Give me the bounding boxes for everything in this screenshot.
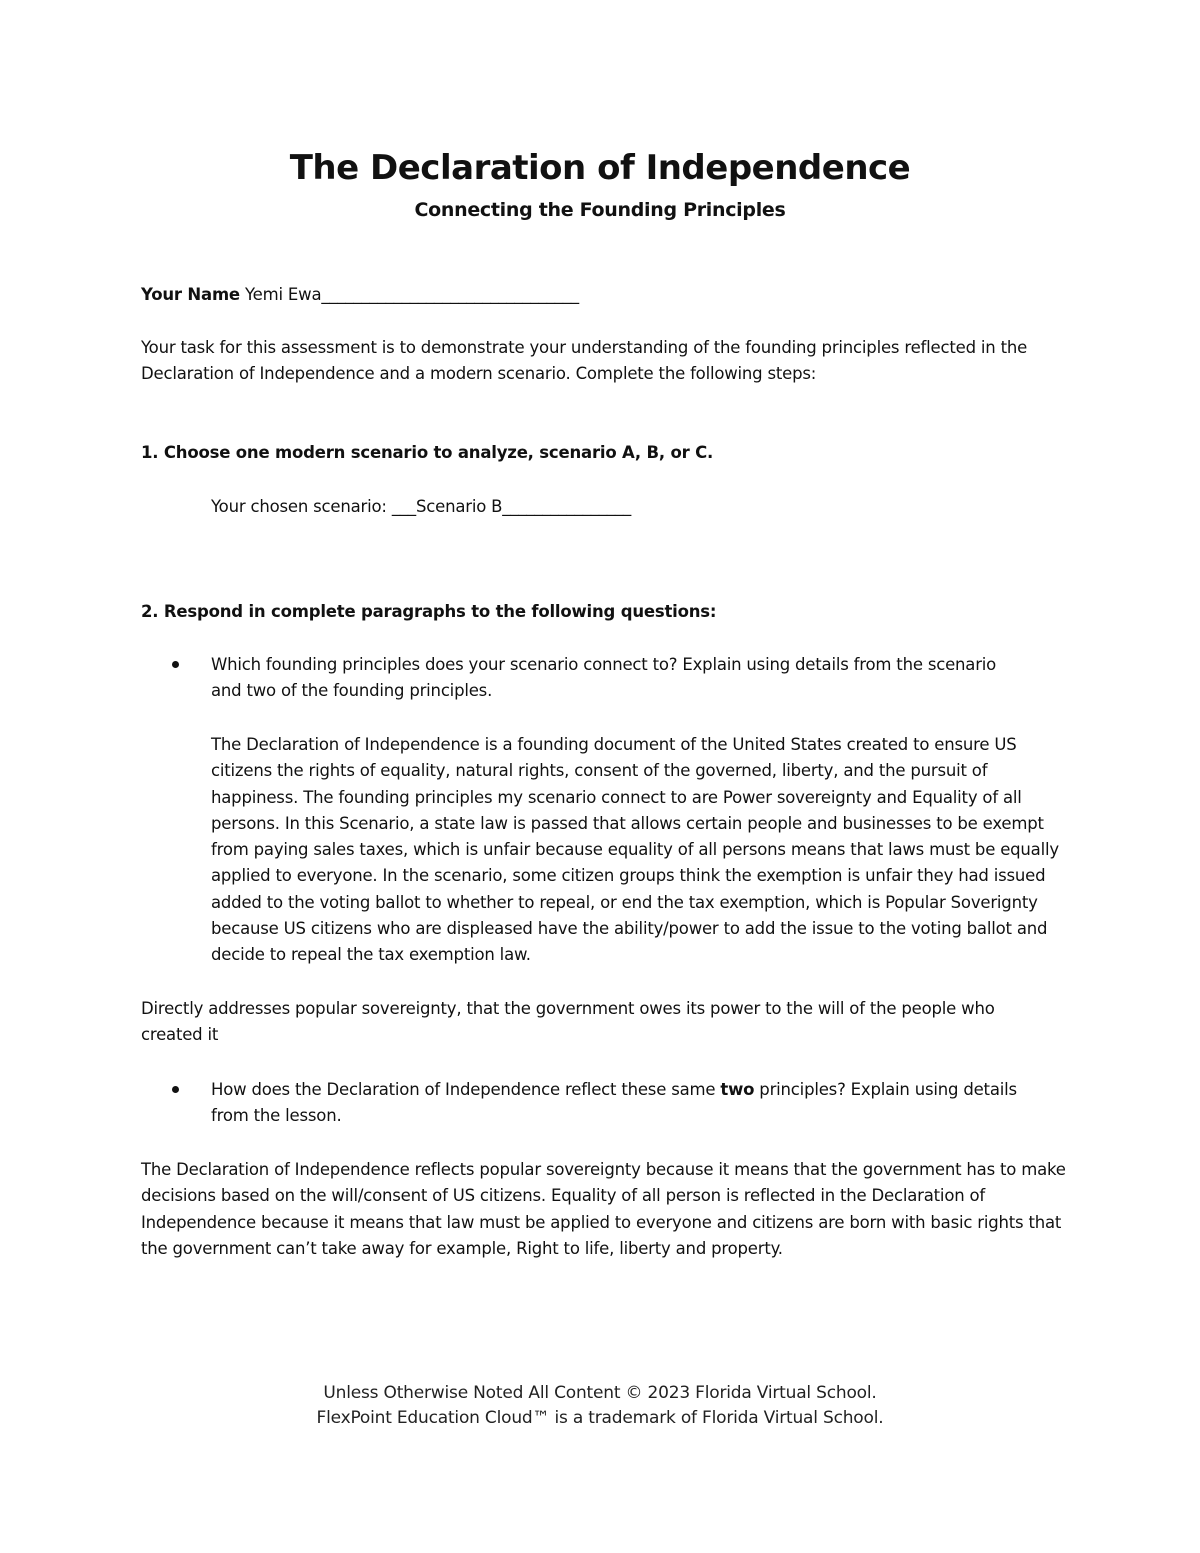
chosen-scenario-prefix-blank: ___ <box>391 497 416 516</box>
footer-trademark: FlexPoint Education Cloud™ is a trademark of Florida Virtual School. <box>316 1408 884 1428</box>
chosen-scenario-label: Your chosen scenario: <box>211 497 392 516</box>
teacher-note: Directly addresses popular sovereignty, that the government owes its power to the will of the people who created it <box>141 999 995 1045</box>
question-2-part-2: principles? Explain using details from the lesson. <box>211 1080 1017 1126</box>
student-name-line <box>141 282 1061 308</box>
step1-heading: 1. Choose one modern scenario to analyze, scenario A, B, or C. <box>141 443 714 462</box>
answer-1: The Declaration of Independence is a founding document of the United States created to ensure US citizens the rights of equality, natural rights, consent of the governed, liberty, and the pursuit of happiness. The founding principles my scenario connect to are Power sovereignty and Equality of all persons. In this Scenario, a state law is passed that allows certain people and businesses to be exempt from paying sales taxes, which is unfair because equality of all persons means that laws must be equally applied to everyone. In the scenario, some citizen groups think the exemption is unfair they had issued added to the voting ballot to whether to repeal, or end the tax exemption, which is Popular Soverignty because US citizens who are displeased have the ability/power to add the issue to the voting ballot and decide to repeal the tax exemption law. <box>211 735 1059 965</box>
answer-2: The Declaration of Independence reflects popular sovereignty because it means that the government has to make decisions based on the will/consent of US citizens. Equality of all person is reflected in the Declaration of Independence because it means that law must be applied to everyone and citizens are born with basic rights that the government can’t take away for example, Right to life, liberty and property. <box>141 1160 1066 1258</box>
chosen-scenario-value: Scenario B <box>415 497 503 516</box>
chosen-scenario-line <box>211 494 1011 520</box>
document-subtitle: Connecting the Founding Principles <box>414 199 786 221</box>
question-2-emphasis: two <box>720 1080 755 1099</box>
footer-copyright: Unless Otherwise Noted All Content © 2023 Florida Virtual School. <box>323 1383 877 1403</box>
student-name-value: Yemi Ewa <box>239 285 322 304</box>
question-2-part-1: How does the Declaration of Independence reflect these same <box>211 1080 721 1099</box>
student-name-blank: ________________________________ <box>321 285 579 304</box>
chosen-scenario-suffix-blank: ________________ <box>502 497 632 516</box>
bullet-icon <box>172 661 179 668</box>
document-title: The Declaration of Independence <box>289 148 911 188</box>
question-2 <box>211 1077 1041 1130</box>
bullet-icon <box>172 1086 179 1093</box>
step2-heading: 2. Respond in complete paragraphs to the following questions: <box>141 602 717 621</box>
student-name-label: Your Name <box>141 285 240 304</box>
intro-paragraph: Your task for this assessment is to demonstrate your understanding of the founding principles reflected in the Declaration of Independence and a modern scenario. Complete the following steps: <box>141 338 1028 384</box>
question-1: Which founding principles does your scenario connect to? Explain using details from the scenario and two of the founding principles. <box>211 655 997 701</box>
